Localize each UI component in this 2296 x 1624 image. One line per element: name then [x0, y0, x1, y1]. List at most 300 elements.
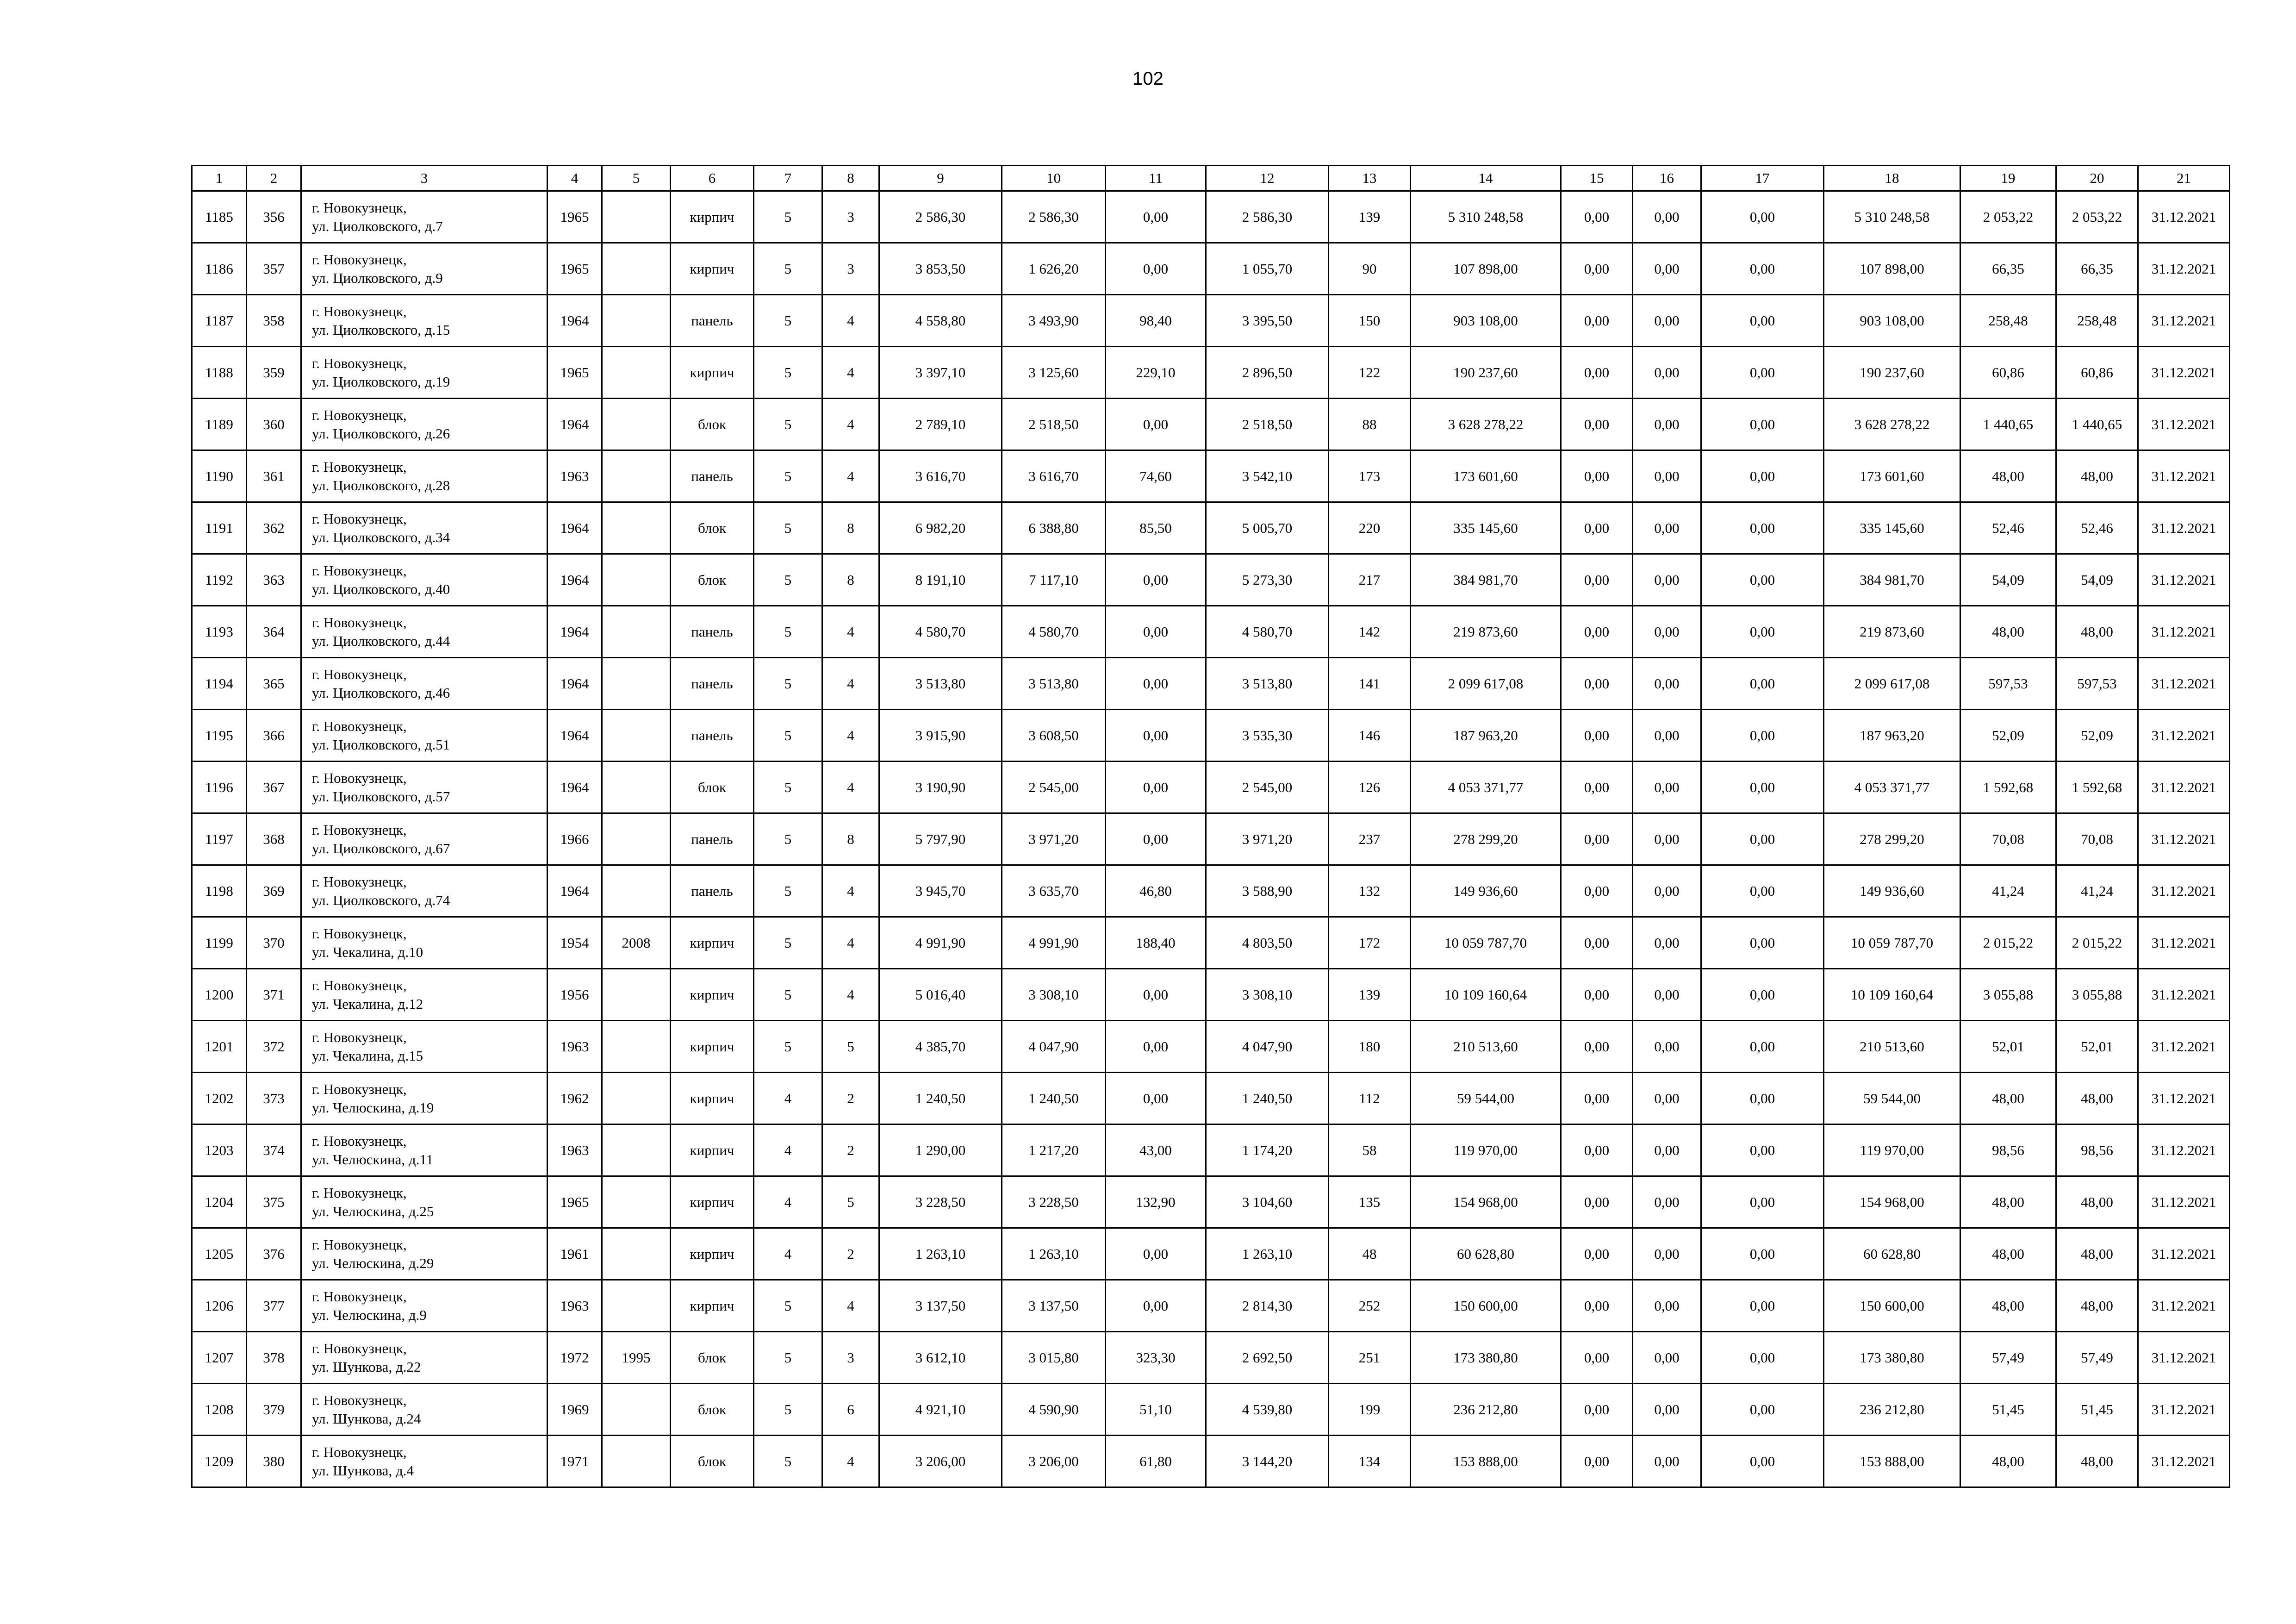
cell-col-13: 134 — [1329, 1436, 1411, 1487]
cell-col-6: блок — [671, 399, 754, 450]
cell-col-10: 3 616,70 — [1002, 450, 1106, 502]
cell-col-14: 107 898,00 — [1411, 243, 1561, 295]
cell-col-15: 0,00 — [1561, 1384, 1633, 1436]
cell-col-1: 1190 — [192, 450, 247, 502]
cell-col-14: 210 513,60 — [1411, 1021, 1561, 1073]
cell-col-8: 4 — [822, 969, 879, 1021]
cell-col-13: 180 — [1329, 1021, 1411, 1073]
cell-col-14: 10 059 787,70 — [1411, 917, 1561, 969]
cell-col-9: 2 586,30 — [879, 191, 1002, 243]
cell-col-18: 2 099 617,08 — [1824, 658, 1960, 710]
cell-col-5 — [602, 1228, 671, 1280]
column-header-14: 14 — [1411, 166, 1561, 191]
cell-col-20: 98,56 — [2056, 1124, 2138, 1176]
cell-col-19: 60,86 — [1960, 347, 2056, 399]
cell-col-5 — [602, 191, 671, 243]
address-street: ул. Чекалина, д.15 — [312, 1047, 423, 1064]
column-header-8: 8 — [822, 166, 879, 191]
cell-col-10: 1 240,50 — [1002, 1073, 1106, 1124]
cell-col-16: 0,00 — [1633, 554, 1701, 606]
cell-col-9: 4 921,10 — [879, 1384, 1002, 1436]
cell-col-15: 0,00 — [1561, 399, 1633, 450]
cell-col-17: 0,00 — [1701, 1436, 1824, 1487]
cell-col-11: 46,80 — [1106, 865, 1206, 917]
cell-col-4: 1965 — [548, 1176, 602, 1228]
cell-col-7: 4 — [754, 1228, 822, 1280]
table-row — [192, 606, 2230, 658]
cell-col-4: 1964 — [548, 295, 602, 347]
cell-col-1: 1189 — [192, 399, 247, 450]
cell-col-17: 0,00 — [1701, 1073, 1824, 1124]
table-row — [192, 917, 2230, 969]
cell-col-4: 1965 — [548, 191, 602, 243]
cell-col-19: 52,46 — [1960, 502, 2056, 554]
address-city: г. Новокузнецк, — [312, 821, 407, 838]
table-row — [192, 762, 2230, 813]
cell-col-14: 60 628,80 — [1411, 1228, 1561, 1280]
cell-col-7: 5 — [754, 1332, 822, 1384]
cell-col-16: 0,00 — [1633, 606, 1701, 658]
cell-col-13: 48 — [1329, 1228, 1411, 1280]
cell-col-7: 5 — [754, 606, 822, 658]
cell-col-15: 0,00 — [1561, 917, 1633, 969]
cell-col-5 — [602, 1021, 671, 1073]
table-row — [192, 1073, 2230, 1124]
cell-col-14: 2 099 617,08 — [1411, 658, 1561, 710]
address-city: г. Новокузнецк, — [312, 303, 407, 319]
cell-col-13: 217 — [1329, 554, 1411, 606]
cell-col-12: 3 308,10 — [1206, 969, 1329, 1021]
cell-col-13: 122 — [1329, 347, 1411, 399]
cell-col-5 — [602, 399, 671, 450]
cell-col-14: 187 963,20 — [1411, 710, 1561, 762]
cell-col-2: 375 — [247, 1176, 301, 1228]
cell-col-5 — [602, 1280, 671, 1332]
cell-col-21: 31.12.2021 — [2138, 1332, 2230, 1384]
cell-col-4: 1964 — [548, 399, 602, 450]
cell-col-12: 2 896,50 — [1206, 347, 1329, 399]
cell-col-2: 370 — [247, 917, 301, 969]
cell-col-18: 154 968,00 — [1824, 1176, 1960, 1228]
cell-col-6: кирпич — [671, 917, 754, 969]
table-row — [192, 710, 2230, 762]
cell-col-10: 2 545,00 — [1002, 762, 1106, 813]
table-body — [192, 191, 2230, 1487]
cell-col-19: 1 440,65 — [1960, 399, 2056, 450]
cell-col-11: 132,90 — [1106, 1176, 1206, 1228]
cell-col-8: 4 — [822, 1436, 879, 1487]
cell-col-12: 3 104,60 — [1206, 1176, 1329, 1228]
cell-col-12: 2 586,30 — [1206, 191, 1329, 243]
cell-col-9: 3 190,90 — [879, 762, 1002, 813]
cell-col-16: 0,00 — [1633, 347, 1701, 399]
cell-col-15: 0,00 — [1561, 606, 1633, 658]
cell-col-15: 0,00 — [1561, 1228, 1633, 1280]
column-header-2: 2 — [247, 166, 301, 191]
cell-col-12: 5 005,70 — [1206, 502, 1329, 554]
cell-col-10: 3 015,80 — [1002, 1332, 1106, 1384]
cell-col-9: 1 240,50 — [879, 1073, 1002, 1124]
cell-col-19: 54,09 — [1960, 554, 2056, 606]
cell-col-9: 4 558,80 — [879, 295, 1002, 347]
address-street: ул. Циолковского, д.34 — [312, 529, 450, 545]
cell-col-1: 1194 — [192, 658, 247, 710]
column-header-11: 11 — [1106, 166, 1206, 191]
column-header-13: 13 — [1329, 166, 1411, 191]
cell-col-17: 0,00 — [1701, 1384, 1824, 1436]
cell-col-18: 119 970,00 — [1824, 1124, 1960, 1176]
cell-col-14: 173 601,60 — [1411, 450, 1561, 502]
cell-col-10: 2 518,50 — [1002, 399, 1106, 450]
cell-col-13: 90 — [1329, 243, 1411, 295]
column-header-20: 20 — [2056, 166, 2138, 191]
cell-col-5 — [602, 502, 671, 554]
cell-col-18: 4 053 371,77 — [1824, 762, 1960, 813]
cell-col-12: 2 692,50 — [1206, 1332, 1329, 1384]
column-header-9: 9 — [879, 166, 1002, 191]
cell-col-19: 1 592,68 — [1960, 762, 2056, 813]
cell-col-4: 1969 — [548, 1384, 602, 1436]
cell-col-6: блок — [671, 1332, 754, 1384]
cell-col-15: 0,00 — [1561, 191, 1633, 243]
cell-col-19: 48,00 — [1960, 606, 2056, 658]
cell-col-6: кирпич — [671, 1124, 754, 1176]
cell-col-9: 1 263,10 — [879, 1228, 1002, 1280]
cell-col-7: 5 — [754, 762, 822, 813]
cell-col-4: 1964 — [548, 554, 602, 606]
cell-col-21: 31.12.2021 — [2138, 191, 2230, 243]
cell-col-2: 379 — [247, 1384, 301, 1436]
cell-col-9: 3 616,70 — [879, 450, 1002, 502]
cell-col-7: 5 — [754, 243, 822, 295]
cell-col-2: 377 — [247, 1280, 301, 1332]
cell-col-18: 107 898,00 — [1824, 243, 1960, 295]
cell-col-21: 31.12.2021 — [2138, 554, 2230, 606]
address-city: г. Новокузнецк, — [312, 562, 407, 579]
cell-col-12: 4 047,90 — [1206, 1021, 1329, 1073]
cell-col-10: 7 117,10 — [1002, 554, 1106, 606]
cell-col-20: 60,86 — [2056, 347, 2138, 399]
cell-col-10: 6 388,80 — [1002, 502, 1106, 554]
cell-col-6: кирпич — [671, 1280, 754, 1332]
address-cell — [301, 1228, 548, 1280]
cell-col-19: 597,53 — [1960, 658, 2056, 710]
table-row — [192, 295, 2230, 347]
cell-col-8: 4 — [822, 347, 879, 399]
cell-col-17: 0,00 — [1701, 813, 1824, 865]
cell-col-7: 5 — [754, 865, 822, 917]
cell-col-4: 1964 — [548, 865, 602, 917]
cell-col-2: 359 — [247, 347, 301, 399]
cell-col-15: 0,00 — [1561, 450, 1633, 502]
cell-col-12: 3 542,10 — [1206, 450, 1329, 502]
cell-col-16: 0,00 — [1633, 710, 1701, 762]
cell-col-15: 0,00 — [1561, 347, 1633, 399]
address-city: г. Новокузнецк, — [312, 1340, 407, 1356]
cell-col-12: 3 144,20 — [1206, 1436, 1329, 1487]
address-street: ул. Циолковского, д.44 — [312, 632, 450, 649]
cell-col-20: 48,00 — [2056, 1176, 2138, 1228]
cell-col-20: 70,08 — [2056, 813, 2138, 865]
cell-col-19: 48,00 — [1960, 1073, 2056, 1124]
cell-col-18: 903 108,00 — [1824, 295, 1960, 347]
cell-col-7: 5 — [754, 502, 822, 554]
cell-col-10: 4 580,70 — [1002, 606, 1106, 658]
address-cell — [301, 969, 548, 1021]
cell-col-2: 365 — [247, 658, 301, 710]
cell-col-18: 210 513,60 — [1824, 1021, 1960, 1073]
cell-col-7: 5 — [754, 1021, 822, 1073]
cell-col-10: 1 217,20 — [1002, 1124, 1106, 1176]
cell-col-5 — [602, 243, 671, 295]
address-street: ул. Челюскина, д.9 — [312, 1306, 427, 1323]
cell-col-15: 0,00 — [1561, 658, 1633, 710]
cell-col-7: 5 — [754, 1384, 822, 1436]
cell-col-8: 5 — [822, 1176, 879, 1228]
table-row — [192, 191, 2230, 243]
cell-col-11: 51,10 — [1106, 1384, 1206, 1436]
cell-col-11: 0,00 — [1106, 1073, 1206, 1124]
cell-col-2: 368 — [247, 813, 301, 865]
cell-col-12: 1 263,10 — [1206, 1228, 1329, 1280]
cell-col-1: 1186 — [192, 243, 247, 295]
cell-col-5 — [602, 1124, 671, 1176]
cell-col-17: 0,00 — [1701, 450, 1824, 502]
cell-col-9: 3 853,50 — [879, 243, 1002, 295]
cell-col-14: 278 299,20 — [1411, 813, 1561, 865]
table-row — [192, 502, 2230, 554]
cell-col-7: 5 — [754, 554, 822, 606]
cell-col-10: 3 608,50 — [1002, 710, 1106, 762]
address-cell — [301, 1332, 548, 1384]
cell-col-21: 31.12.2021 — [2138, 1436, 2230, 1487]
cell-col-6: кирпич — [671, 191, 754, 243]
cell-col-12: 2 518,50 — [1206, 399, 1329, 450]
cell-col-17: 0,00 — [1701, 606, 1824, 658]
cell-col-9: 3 945,70 — [879, 865, 1002, 917]
table-row — [192, 658, 2230, 710]
cell-col-10: 3 513,80 — [1002, 658, 1106, 710]
cell-col-13: 150 — [1329, 295, 1411, 347]
cell-col-4: 1963 — [548, 1021, 602, 1073]
cell-col-14: 4 053 371,77 — [1411, 762, 1561, 813]
cell-col-12: 1 240,50 — [1206, 1073, 1329, 1124]
cell-col-8: 4 — [822, 917, 879, 969]
cell-col-12: 3 971,20 — [1206, 813, 1329, 865]
cell-col-17: 0,00 — [1701, 191, 1824, 243]
address-cell — [301, 917, 548, 969]
cell-col-14: 154 968,00 — [1411, 1176, 1561, 1228]
address-cell — [301, 1073, 548, 1124]
cell-col-19: 52,09 — [1960, 710, 2056, 762]
address-city: г. Новокузнецк, — [312, 406, 407, 423]
cell-col-8: 4 — [822, 1280, 879, 1332]
cell-col-1: 1209 — [192, 1436, 247, 1487]
cell-col-19: 98,56 — [1960, 1124, 2056, 1176]
cell-col-14: 3 628 278,22 — [1411, 399, 1561, 450]
address-city: г. Новокузнецк, — [312, 251, 407, 268]
cell-col-15: 0,00 — [1561, 1021, 1633, 1073]
cell-col-21: 31.12.2021 — [2138, 399, 2230, 450]
column-header-15: 15 — [1561, 166, 1633, 191]
cell-col-4: 1971 — [548, 1436, 602, 1487]
cell-col-17: 0,00 — [1701, 1021, 1824, 1073]
cell-col-16: 0,00 — [1633, 1436, 1701, 1487]
address-city: г. Новокузнецк, — [312, 1132, 407, 1149]
cell-col-1: 1191 — [192, 502, 247, 554]
cell-col-7: 5 — [754, 450, 822, 502]
cell-col-11: 0,00 — [1106, 606, 1206, 658]
cell-col-21: 31.12.2021 — [2138, 1280, 2230, 1332]
cell-col-10: 3 125,60 — [1002, 347, 1106, 399]
cell-col-10: 4 590,90 — [1002, 1384, 1106, 1436]
cell-col-8: 8 — [822, 813, 879, 865]
cell-col-15: 0,00 — [1561, 1176, 1633, 1228]
cell-col-20: 41,24 — [2056, 865, 2138, 917]
cell-col-9: 6 982,20 — [879, 502, 1002, 554]
cell-col-8: 5 — [822, 1021, 879, 1073]
cell-col-16: 0,00 — [1633, 658, 1701, 710]
cell-col-5 — [602, 762, 671, 813]
cell-col-11: 43,00 — [1106, 1124, 1206, 1176]
cell-col-16: 0,00 — [1633, 243, 1701, 295]
cell-col-11: 0,00 — [1106, 1228, 1206, 1280]
cell-col-12: 4 803,50 — [1206, 917, 1329, 969]
cell-col-1: 1199 — [192, 917, 247, 969]
cell-col-4: 1961 — [548, 1228, 602, 1280]
cell-col-20: 66,35 — [2056, 243, 2138, 295]
cell-col-6: панель — [671, 450, 754, 502]
cell-col-8: 4 — [822, 295, 879, 347]
cell-col-1: 1208 — [192, 1384, 247, 1436]
cell-col-9: 3 228,50 — [879, 1176, 1002, 1228]
address-street: ул. Циолковского, д.15 — [312, 321, 450, 338]
address-city: г. Новокузнецк, — [312, 355, 407, 371]
cell-col-9: 3 612,10 — [879, 1332, 1002, 1384]
cell-col-4: 1965 — [548, 243, 602, 295]
cell-col-18: 187 963,20 — [1824, 710, 1960, 762]
cell-col-13: 173 — [1329, 450, 1411, 502]
address-cell — [301, 1021, 548, 1073]
cell-col-5 — [602, 1436, 671, 1487]
cell-col-9: 3 915,90 — [879, 710, 1002, 762]
cell-col-6: панель — [671, 813, 754, 865]
cell-col-21: 31.12.2021 — [2138, 865, 2230, 917]
address-city: г. Новокузнецк, — [312, 1081, 407, 1097]
cell-col-11: 74,60 — [1106, 450, 1206, 502]
table-row — [192, 554, 2230, 606]
cell-col-16: 0,00 — [1633, 865, 1701, 917]
address-street: ул. Циолковского, д.26 — [312, 425, 450, 442]
cell-col-2: 369 — [247, 865, 301, 917]
cell-col-14: 119 970,00 — [1411, 1124, 1561, 1176]
address-city: г. Новокузнецк, — [312, 458, 407, 475]
cell-col-1: 1197 — [192, 813, 247, 865]
cell-col-4: 1954 — [548, 917, 602, 969]
address-street: ул. Циолковского, д.7 — [312, 218, 443, 234]
cell-col-9: 4 991,90 — [879, 917, 1002, 969]
cell-col-15: 0,00 — [1561, 1332, 1633, 1384]
cell-col-18: 335 145,60 — [1824, 502, 1960, 554]
cell-col-21: 31.12.2021 — [2138, 1176, 2230, 1228]
cell-col-4: 1964 — [548, 658, 602, 710]
cell-col-16: 0,00 — [1633, 969, 1701, 1021]
cell-col-5 — [602, 347, 671, 399]
cell-col-2: 366 — [247, 710, 301, 762]
address-city: г. Новокузнецк, — [312, 666, 407, 682]
column-header-21: 21 — [2138, 166, 2230, 191]
cell-col-18: 60 628,80 — [1824, 1228, 1960, 1280]
cell-col-14: 335 145,60 — [1411, 502, 1561, 554]
cell-col-14: 149 936,60 — [1411, 865, 1561, 917]
cell-col-4: 1972 — [548, 1332, 602, 1384]
cell-col-20: 2 015,22 — [2056, 917, 2138, 969]
cell-col-1: 1198 — [192, 865, 247, 917]
cell-col-18: 5 310 248,58 — [1824, 191, 1960, 243]
cell-col-14: 150 600,00 — [1411, 1280, 1561, 1332]
cell-col-7: 5 — [754, 710, 822, 762]
cell-col-16: 0,00 — [1633, 1021, 1701, 1073]
cell-col-5 — [602, 865, 671, 917]
cell-col-7: 5 — [754, 347, 822, 399]
cell-col-21: 31.12.2021 — [2138, 762, 2230, 813]
table-row — [192, 1124, 2230, 1176]
column-header-7: 7 — [754, 166, 822, 191]
cell-col-20: 48,00 — [2056, 1436, 2138, 1487]
cell-col-1: 1204 — [192, 1176, 247, 1228]
cell-col-15: 0,00 — [1561, 295, 1633, 347]
cell-col-11: 0,00 — [1106, 969, 1206, 1021]
cell-col-17: 0,00 — [1701, 1176, 1824, 1228]
cell-col-15: 0,00 — [1561, 865, 1633, 917]
cell-col-1: 1203 — [192, 1124, 247, 1176]
cell-col-11: 85,50 — [1106, 502, 1206, 554]
cell-col-5: 1995 — [602, 1332, 671, 1384]
cell-col-13: 146 — [1329, 710, 1411, 762]
cell-col-6: кирпич — [671, 243, 754, 295]
cell-col-9: 1 290,00 — [879, 1124, 1002, 1176]
cell-col-21: 31.12.2021 — [2138, 1073, 2230, 1124]
cell-col-1: 1206 — [192, 1280, 247, 1332]
column-header-4: 4 — [548, 166, 602, 191]
cell-col-12: 3 535,30 — [1206, 710, 1329, 762]
address-cell — [301, 813, 548, 865]
cell-col-19: 70,08 — [1960, 813, 2056, 865]
cell-col-13: 251 — [1329, 1332, 1411, 1384]
cell-col-13: 252 — [1329, 1280, 1411, 1332]
cell-col-19: 48,00 — [1960, 1228, 2056, 1280]
cell-col-17: 0,00 — [1701, 658, 1824, 710]
cell-col-17: 0,00 — [1701, 554, 1824, 606]
cell-col-7: 5 — [754, 295, 822, 347]
cell-col-11: 0,00 — [1106, 554, 1206, 606]
cell-col-18: 149 936,60 — [1824, 865, 1960, 917]
cell-col-18: 59 544,00 — [1824, 1073, 1960, 1124]
cell-col-21: 31.12.2021 — [2138, 295, 2230, 347]
cell-col-5 — [602, 1073, 671, 1124]
cell-col-8: 4 — [822, 865, 879, 917]
cell-col-5 — [602, 450, 671, 502]
cell-col-14: 219 873,60 — [1411, 606, 1561, 658]
cell-col-6: блок — [671, 1384, 754, 1436]
column-header-10: 10 — [1002, 166, 1106, 191]
cell-col-9: 8 191,10 — [879, 554, 1002, 606]
cell-col-21: 31.12.2021 — [2138, 347, 2230, 399]
cell-col-20: 1 592,68 — [2056, 762, 2138, 813]
cell-col-8: 4 — [822, 762, 879, 813]
cell-col-11: 0,00 — [1106, 399, 1206, 450]
cell-col-6: кирпич — [671, 1021, 754, 1073]
